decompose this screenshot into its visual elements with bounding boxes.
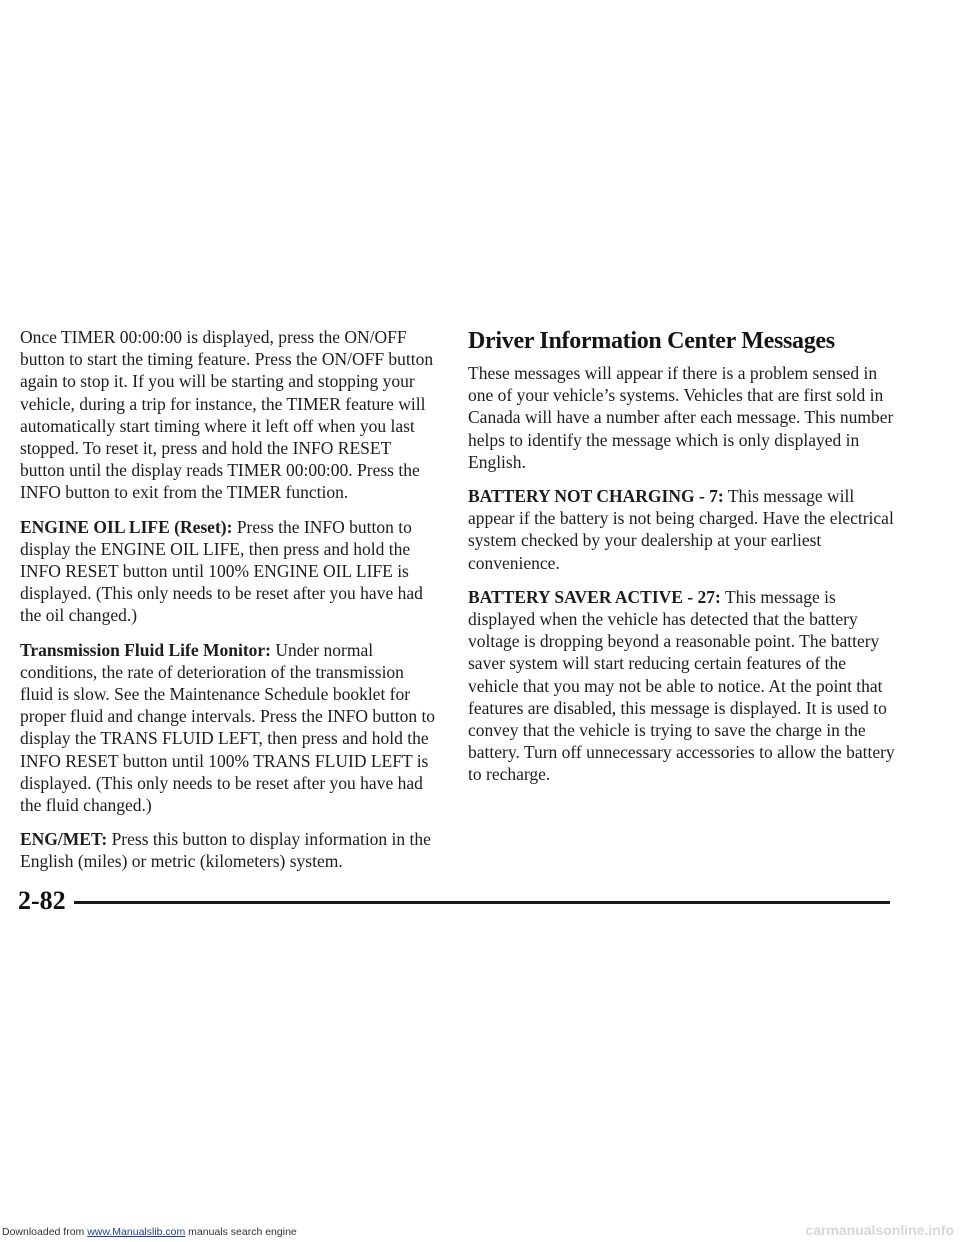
battery-saver-label: BATTERY SAVER ACTIVE - 27:: [468, 586, 721, 607]
battery-not-charging-label: BATTERY NOT CHARGING - 7:: [468, 486, 724, 507]
battery-not-charging-paragraph: [468, 485, 898, 574]
left-column: [20, 326, 440, 885]
transmission-fluid-label: Transmission Fluid Life Monitor:: [20, 639, 272, 660]
footer-prefix: Downloaded from: [2, 1226, 88, 1238]
eng-met-text: Press this button to display information in the English (miles) or metric (kilometers) system.: [20, 829, 431, 872]
timer-paragraph: Once TIMER 00:00:00 is displayed, press the ON/OFF button to start the timing feature. Press the ON/OFF button again to stop it. If you will be starting and stopping your vehicle, during a trip for instance, the TIMER feature will automatically start timing where it left off when you last stopped. To reset it, press and hold the INFO RESET button until the display reads TIMER 00:00:00. Press the INFO button to exit from the TIMER function.: [20, 327, 434, 503]
page-rule-divider: [74, 901, 890, 904]
manualslib-link[interactable]: www.Manualslib.com: [87, 1226, 186, 1238]
right-column: [468, 326, 898, 798]
battery-saver-text: This message is displayed when the vehicle has detected that the battery voltage is dropping beyond a reasonable point. The battery saver system will start reducing certain features of the vehicle that you may not be able to notice. At the point that features are disabled, this message is displayed. It is used to convey that the vehicle is trying to save the charge in the battery. Turn off unnecessary accessories to allow the battery to recharge.: [468, 586, 895, 785]
messages-intro-paragraph: These messages will appear if there is a problem sensed in one of your vehicle’s systems. Vehicles that are first sold in Canada will have a number after each message. This number helps to identify the message which is only displayed in English.: [468, 363, 894, 472]
page-number: 2-82: [18, 886, 66, 915]
engine-oil-life-paragraph: [20, 516, 440, 627]
engine-oil-life-label: ENGINE OIL LIFE (Reset):: [20, 516, 233, 537]
battery-saver-paragraph: [468, 586, 898, 786]
section-heading: Driver Information Center Messages: [468, 328, 835, 354]
transmission-fluid-paragraph: [20, 639, 440, 817]
battery-not-charging-text: This message will appear if the battery is not being charged. Have the electrical system checked by your dealership at your earliest convenience.: [468, 486, 894, 573]
eng-met-paragraph: [20, 828, 440, 872]
eng-met-label: ENG/MET:: [20, 829, 108, 850]
site-watermark: carmanualsonline.info: [805, 1222, 954, 1238]
download-footer: [2, 1226, 297, 1238]
engine-oil-life-text: Press the INFO button to display the ENGINE OIL LIFE, then press and hold the INFO RESET button until 100% ENGINE OIL LIFE is displayed. (This only needs to be reset after you have had the oil changed.): [20, 516, 423, 626]
transmission-fluid-text: Under normal conditions, the rate of deterioration of the transmission fluid is slow. See the Maintenance Schedule booklet for proper fluid and change intervals. Press the INFO button to display the TRANS FLUID LEFT, then press and hold the INFO RESET button until 100% TRANS FLUID LEFT is displayed. (This only needs to be reset after you have had the fluid changed.): [20, 639, 436, 816]
footer-suffix: manuals search engine: [185, 1226, 297, 1238]
